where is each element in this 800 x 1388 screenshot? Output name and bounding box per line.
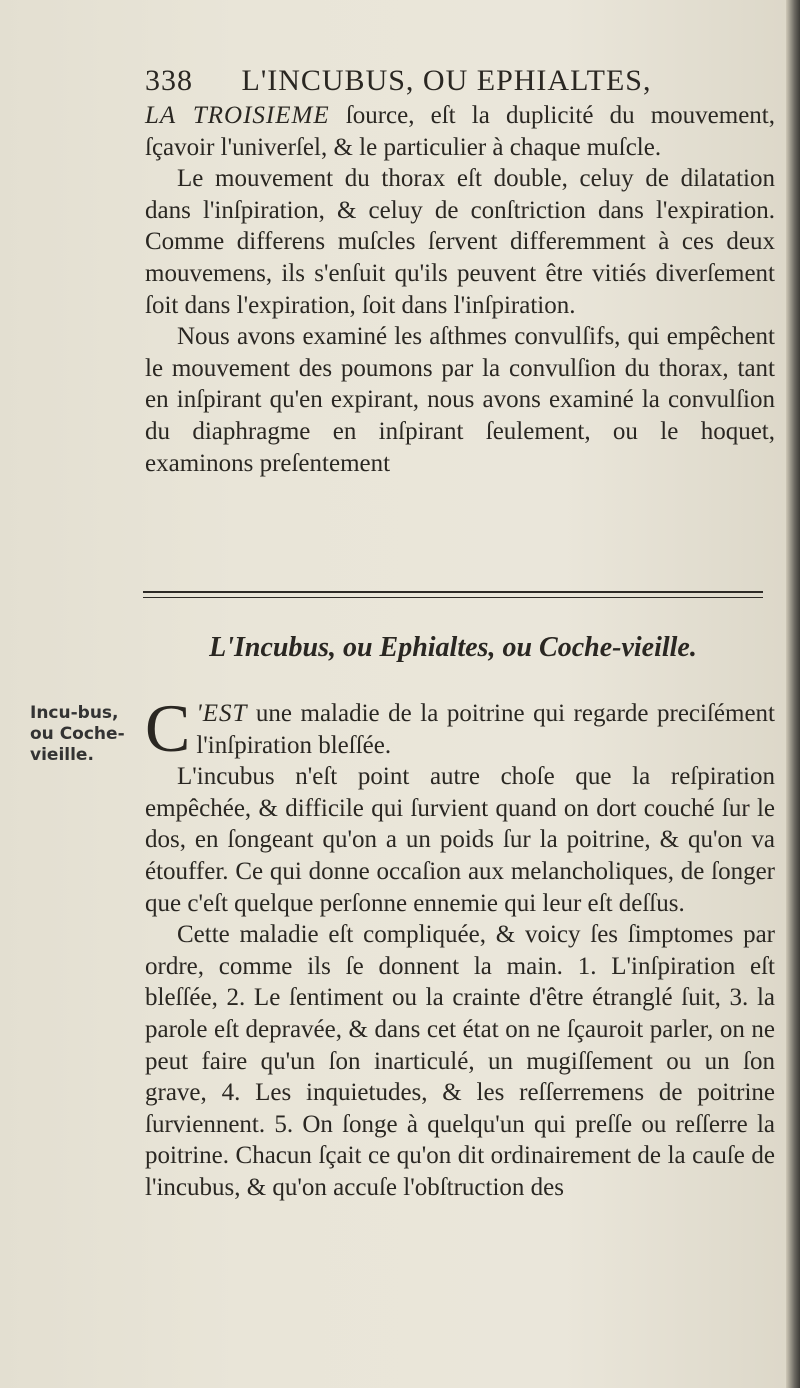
small-caps-lead: 'EST <box>196 700 248 727</box>
page-edge <box>786 0 800 1388</box>
section-text-block <box>145 690 775 1204</box>
paragraph-2: Le mouvement du thorax eſt double, celuy de dilatation dans l'inſpiration, & celuy de conſtriction dans l'expiration. Comme differens muſcles ſervent differemment à ces deux mouvemens, ils s'enſuit qu'ils peuvent être vitiés diverſement ſoit dans l'expiration, ſoit dans l'inſpiration. <box>145 165 775 319</box>
margin-note: Incu-bus, ou Coche-vieille. <box>30 703 125 765</box>
section-divider <box>143 591 763 598</box>
section-title: L'Incubus, ou Ephialtes, ou Coche-vieille. <box>209 632 697 663</box>
section-paragraph-2: L'incubus n'eſt point autre choſe que la reſpiration empêchée, & difficile qui ſurvient quand on dort couché ſur le dos, en ſongeant qu'on a un poids ſur la poitrine, & qu'on va étouffer. Ce qui donne occaſion aux melancholiques, de ſonger que c'eſt quelque perſonne ennemie qui leur eſt deſſus. <box>145 763 775 917</box>
section-paragraph-3: Cette maladie eſt compliquée, & voicy ſes ſimptomes par ordre, comme ils ſe donnent la main. 1. L'inſpiration eſt bleſſée, 2. Le ſentiment ou la crainte d'être étranglé ſuit, 3. la parole eſt depravée, & dans cet état on ne ſçauroit parler, on ne peut faire qu'un ſon inarticulé, un mugiſſement ou un ſon grave, 4. Les inquietudes, & les reſſerremens de poitrine ſurviennent. 5. On ſonge à quelqu'un qui preſſe ou reſſerre la poitrine. Chacun ſçait ce qu'on dit ordinairement de la cauſe de l'incubus, & qu'on accuſe l'obſtruction des <box>145 921 775 1201</box>
paragraph-3: Nous avons examiné les aſthmes convulſifs, qui empêchent le mouvement des poumons par la convulſion du thorax, tant en inſpirant qu'en expirant, nous avons examiné la convulſion du diaphragme en inſpirant ſeulement, ou le hoquet, examinons preſentement <box>145 323 775 477</box>
paragraph-1-lead: LA TROISIEME <box>145 102 330 129</box>
running-header <box>145 64 765 98</box>
paragraph-1 <box>145 100 775 163</box>
section-paragraph-1 <box>145 690 775 766</box>
running-title: L'INCUBUS, OU EPHIALTES, <box>241 64 652 97</box>
page-number: 338 <box>145 64 193 97</box>
top-text-block <box>145 100 775 479</box>
drop-cap: C <box>145 690 191 766</box>
section-paragraph-1-rest: une maladie de la poitrine qui regarde preciſément l'inſpiration bleſſée. <box>196 700 775 759</box>
paragraph-1-rest: ſource, eſt la duplicité du mouvement, ſçavoir l'univerſel, & le particulier à chaque muſcle. <box>145 102 775 161</box>
